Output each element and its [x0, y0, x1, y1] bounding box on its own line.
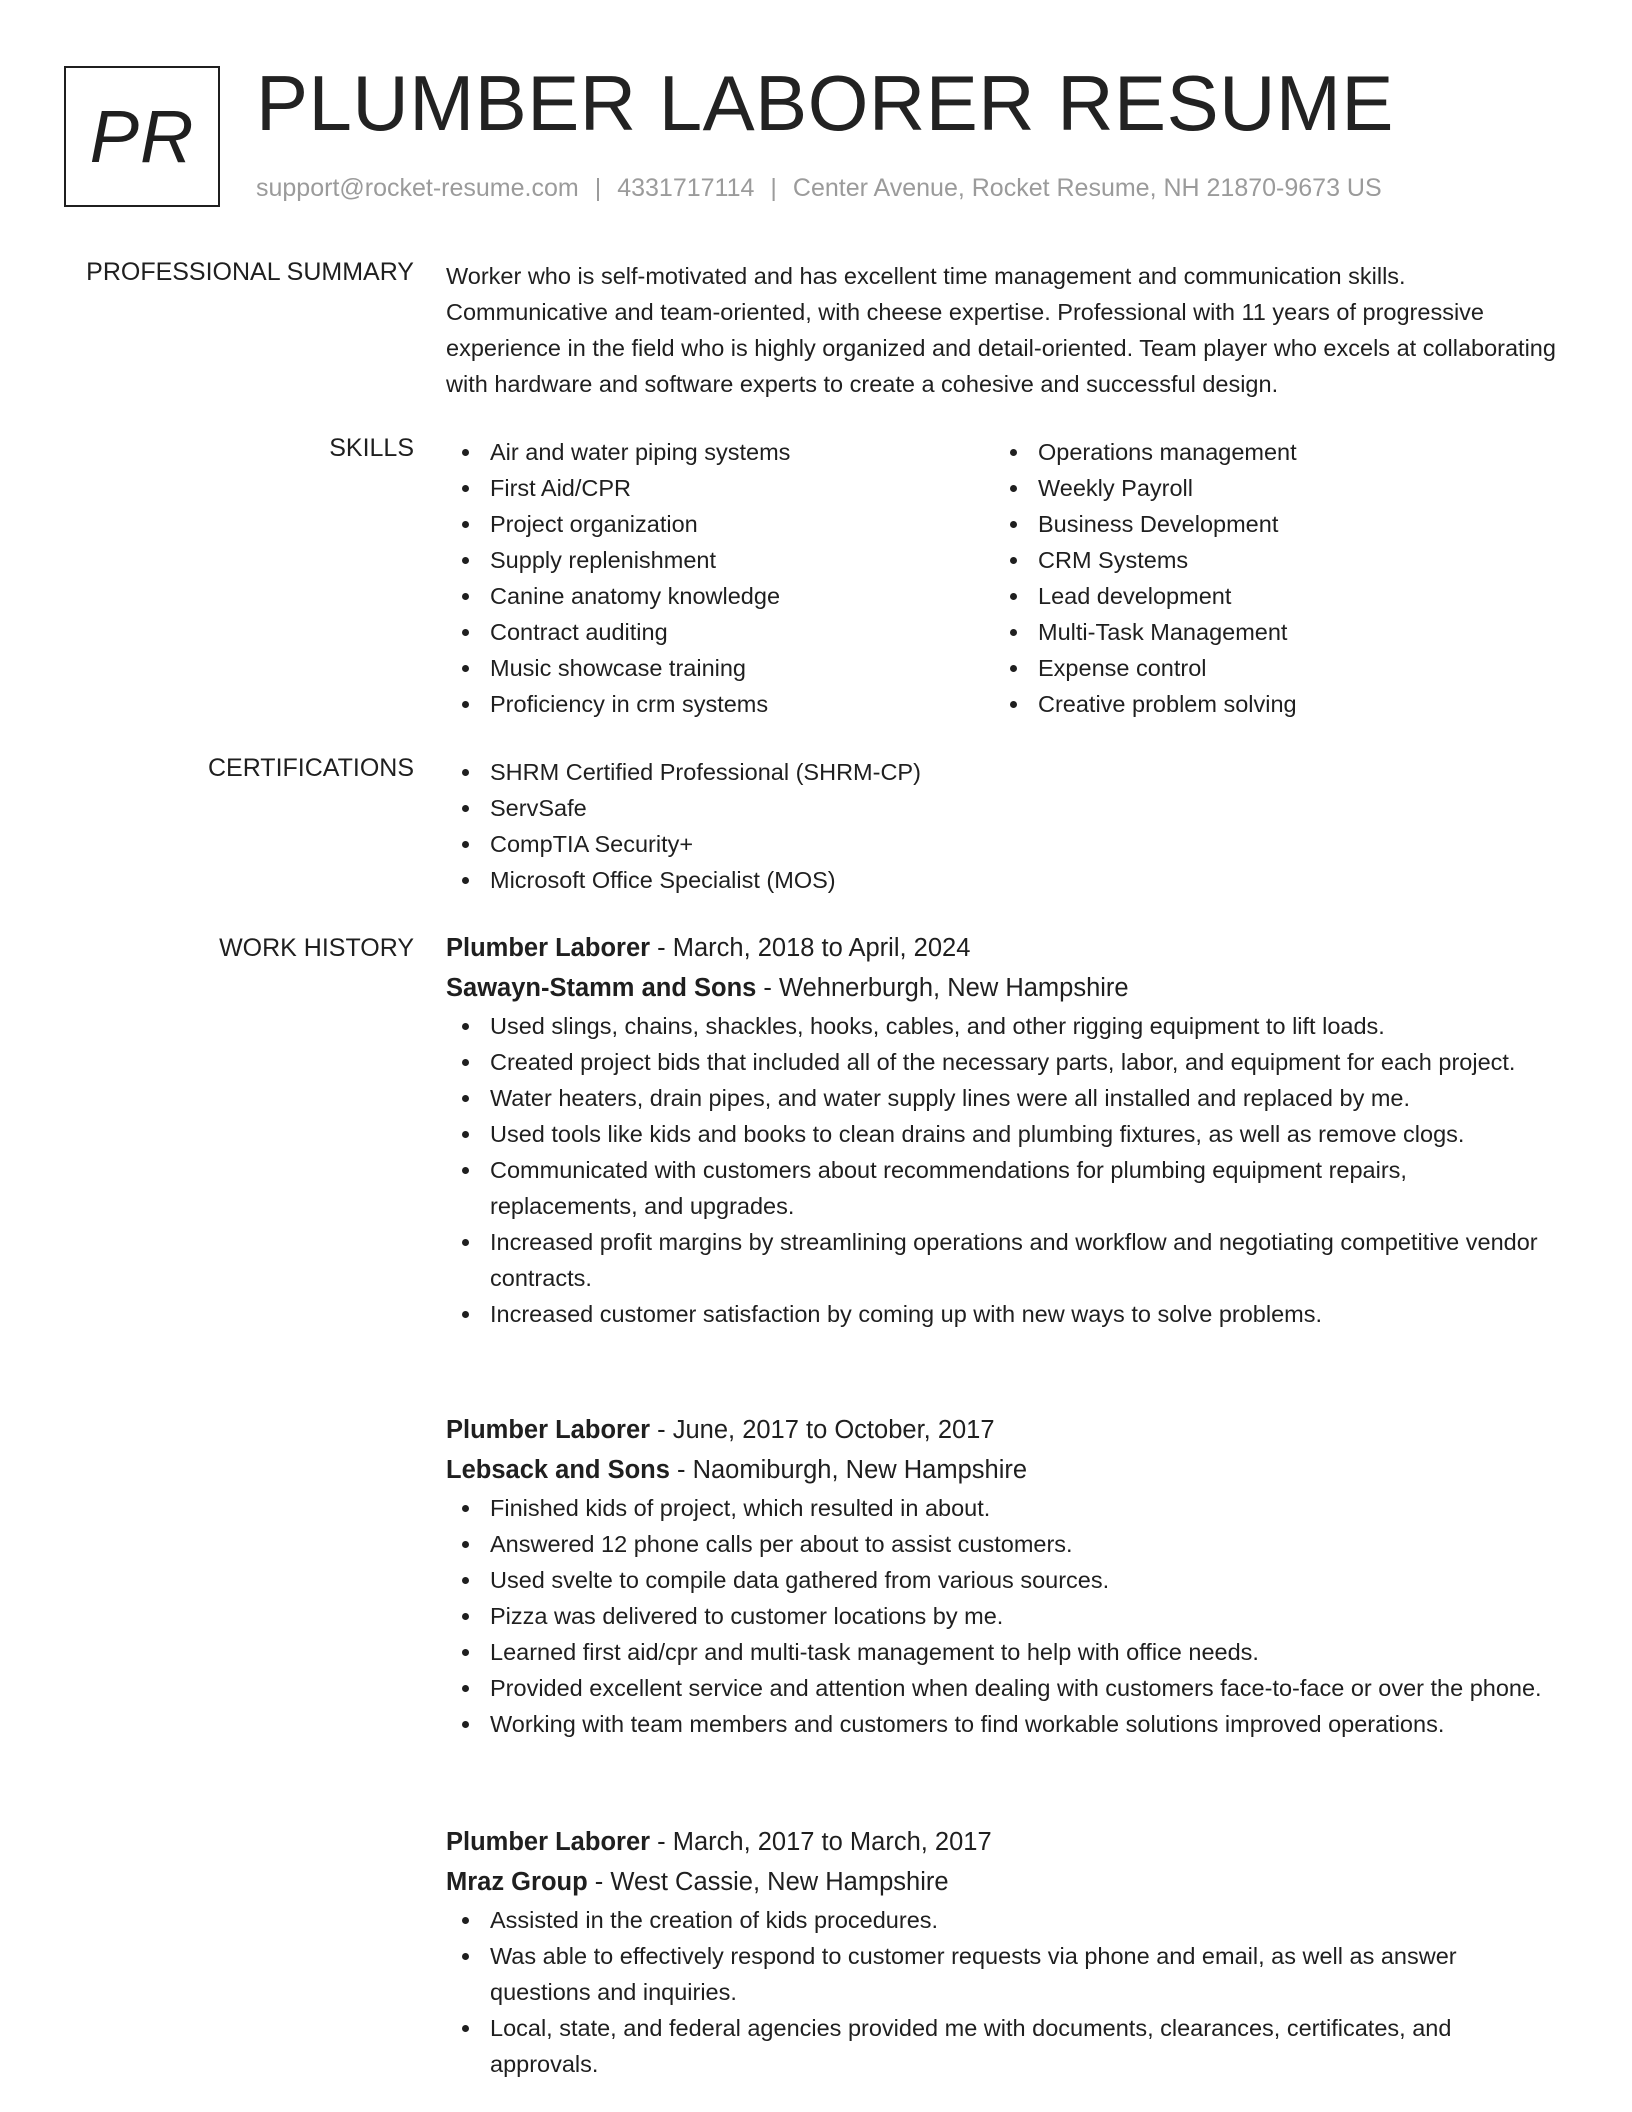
job-bullet: Answered 12 phone calls per about to assist customers. — [446, 1526, 1556, 1562]
certifications-heading: CERTIFICATIONS — [207, 754, 414, 782]
skills-list-left — [446, 434, 994, 722]
job-bullet: Assisted in the creation of kids procedures. — [446, 1902, 1556, 1938]
certifications-list — [446, 754, 1556, 898]
job-title: Plumber Laborer — [446, 934, 651, 962]
job-bullet: Increased customer satisfaction by coming up with new ways to solve problems. — [446, 1296, 1556, 1332]
skill-item: Project organization — [446, 506, 994, 542]
skill-item: Weekly Payroll — [994, 470, 1542, 506]
job-company: Sawayn-Stamm and Sons — [446, 974, 757, 1002]
skill-item: CRM Systems — [994, 542, 1542, 578]
job-dates: - March, 2018 to April, 2024 — [650, 934, 971, 962]
job-bullet: Increased profit margins by streamlining operations and workflow and negotiating competitive vendor contracts. — [446, 1224, 1556, 1296]
certifications-section — [446, 754, 1556, 898]
job-dates: - March, 2017 to March, 2017 — [650, 1828, 992, 1856]
job-company-line — [446, 968, 1556, 1008]
job-bullet: Was able to effectively respond to customer requests via phone and email, as well as answer questions and inquiries. — [446, 1938, 1556, 2010]
job-entry — [446, 928, 1556, 1332]
contact-address: Center Avenue, Rocket Resume, NH 21870-9673 US — [792, 174, 1382, 202]
skill-item: Music showcase training — [446, 650, 994, 686]
certification-item: ServSafe — [446, 790, 1556, 826]
skill-item: Operations management — [994, 434, 1542, 470]
skills-grid — [446, 434, 1556, 722]
skill-item: Multi-Task Management — [994, 614, 1542, 650]
skill-item: Proficiency in crm systems — [446, 686, 994, 722]
skill-item: Business Development — [994, 506, 1542, 542]
skill-item: Canine anatomy knowledge — [446, 578, 994, 614]
job-bullet: Water heaters, drain pipes, and water supply lines were all installed and replaced by me. — [446, 1080, 1556, 1116]
job-bullet: Local, state, and federal agencies provided me with documents, clearances, certificates, and approvals. — [446, 2010, 1556, 2082]
summary-section — [446, 258, 1556, 402]
job-location: - West Cassie, New Hampshire — [587, 1868, 949, 1896]
skill-item: Supply replenishment — [446, 542, 994, 578]
job-bullets — [446, 1490, 1556, 1742]
job-bullet: Used tools like kids and books to clean drains and plumbing fixtures, as well as remove clogs. — [446, 1116, 1556, 1152]
job-company-line — [446, 1450, 1556, 1490]
skill-item: Lead development — [994, 578, 1542, 614]
job-title: Plumber Laborer — [446, 1416, 651, 1444]
monogram-initials: PR — [89, 95, 195, 178]
job-title-line — [446, 928, 1556, 968]
skills-list-right — [994, 434, 1542, 722]
certification-item: CompTIA Security+ — [446, 826, 1556, 862]
contact-separator: | — [594, 174, 602, 202]
job-title: Plumber Laborer — [446, 1828, 651, 1856]
job-entry — [446, 1822, 1556, 2082]
job-dates: - June, 2017 to October, 2017 — [650, 1416, 995, 1444]
job-bullet: Learned first aid/cpr and multi-task management to help with office needs. — [446, 1634, 1556, 1670]
contact-line — [256, 174, 1382, 203]
resume-title: PLUMBER LABORER RESUME — [256, 59, 1394, 147]
skills-heading: SKILLS — [329, 434, 414, 462]
skill-item: Expense control — [994, 650, 1542, 686]
job-location: - Naomiburgh, New Hampshire — [669, 1456, 1028, 1484]
skill-item: Contract auditing — [446, 614, 994, 650]
summary-text: Worker who is self-motivated and has excellent time management and communication skills. Communicative and team-oriented, with cheese expertise. Professional with 11 years of progressive experience in the field who is highly organized and detail-oriented. Team player who excels at collaborating with hardware and software experts to create a cohesive and successful design. — [446, 263, 1556, 397]
job-company: Mraz Group — [446, 1868, 588, 1896]
skills-section — [446, 434, 1556, 722]
job-company: Lebsack and Sons — [446, 1456, 670, 1484]
job-bullet: Used svelte to compile data gathered from various sources. — [446, 1562, 1556, 1598]
skill-item: Air and water piping systems — [446, 434, 994, 470]
work-history-heading: WORK HISTORY — [219, 934, 414, 962]
job-bullet: Pizza was delivered to customer locations by me. — [446, 1598, 1556, 1634]
contact-email[interactable]: support@rocket-resume.com — [256, 174, 579, 202]
job-bullet: Working with team members and customers to find workable solutions improved operations. — [446, 1706, 1556, 1742]
job-company-line — [446, 1862, 1556, 1902]
job-bullets — [446, 1902, 1556, 2082]
skill-item: First Aid/CPR — [446, 470, 994, 506]
summary-heading: PROFESSIONAL SUMMARY — [86, 258, 414, 286]
job-bullet: Used slings, chains, shackles, hooks, cables, and other rigging equipment to lift loads. — [446, 1008, 1556, 1044]
job-bullet: Provided excellent service and attention when dealing with customers face-to-face or over the phone. — [446, 1670, 1556, 1706]
contact-phone[interactable]: 4331717114 — [617, 174, 755, 202]
job-title-line — [446, 1822, 1556, 1862]
job-bullet: Created project bids that included all of the necessary parts, labor, and equipment for each project. — [446, 1044, 1556, 1080]
job-bullets — [446, 1008, 1556, 1332]
job-entry — [446, 1410, 1556, 1742]
job-bullet: Communicated with customers about recommendations for plumbing equipment repairs, replacements, and upgrades. — [446, 1152, 1556, 1224]
job-location: - Wehnerburgh, New Hampshire — [756, 974, 1129, 1002]
certification-item: SHRM Certified Professional (SHRM-CP) — [446, 754, 1556, 790]
job-title-line — [446, 1410, 1556, 1450]
skill-item: Creative problem solving — [994, 686, 1542, 722]
contact-separator: | — [770, 174, 777, 202]
job-bullet: Finished kids of project, which resulted in about. — [446, 1490, 1556, 1526]
certification-item: Microsoft Office Specialist (MOS) — [446, 862, 1556, 898]
monogram-box — [64, 66, 220, 207]
